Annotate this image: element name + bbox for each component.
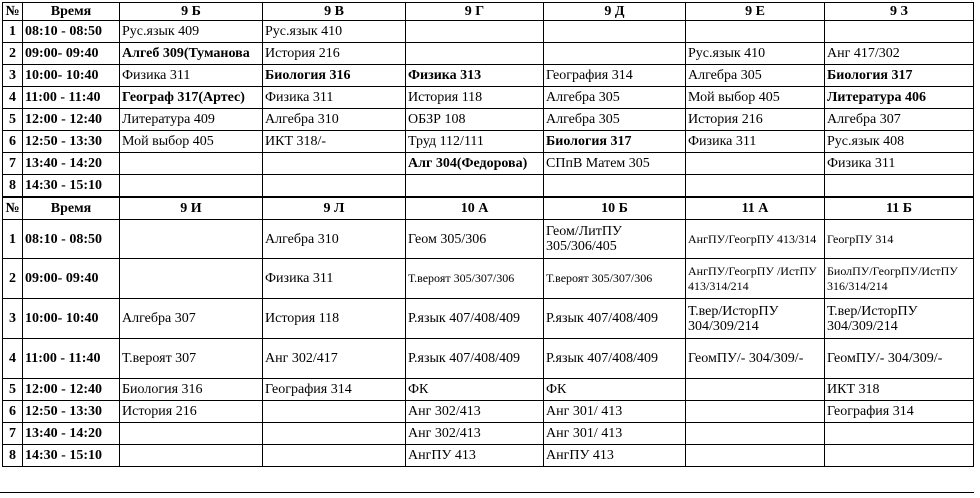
lesson-cell: Геом/ЛитПУ 305/306/405 [544,220,686,259]
header-row-2 [3,197,974,220]
class-header: 10 А [406,197,544,220]
lesson-cell [686,175,825,198]
lesson-time: 09:00- 09:40 [23,259,120,299]
header-row-1 [3,3,974,21]
lesson-cell: Анг 302/413 [406,401,544,423]
lesson-time: 09:00- 09:40 [23,43,120,65]
lesson-row [3,220,974,259]
lesson-cell: БиолПУ/ГеогрПУ/ИстПУ 316/314/214 [825,259,974,299]
lesson-number: 4 [3,339,23,379]
class-header: 9 Г [406,3,544,21]
header-num: № [3,3,23,21]
lesson-number: 8 [3,445,23,467]
lesson-cell: ГеомПУ/- 304/309/- [825,339,974,379]
lesson-cell [263,175,406,198]
lesson-cell: Литература 406 [825,87,974,109]
lesson-cell: ИКТ 318 [825,379,974,401]
lesson-cell [263,401,406,423]
lesson-cell: Физика 311 [263,259,406,299]
lesson-cell [120,175,263,198]
lesson-cell [120,259,263,299]
lesson-time: 10:00- 10:40 [23,299,120,339]
lesson-cell: ГеогрПУ 314 [825,220,974,259]
lesson-cell [544,21,686,43]
class-header: 9 В [263,3,406,21]
lesson-cell: АнгПУ/ГеогрПУ /ИстПУ 413/314/214 [686,259,825,299]
lesson-time: 14:30 - 15:10 [23,175,120,198]
lesson-row [3,339,974,379]
lesson-cell: Анг 302/413 [406,423,544,445]
lesson-cell: ГеомПУ/- 304/309/- [686,339,825,379]
lesson-number: 5 [3,379,23,401]
header-num: № [3,197,23,220]
lesson-row [3,259,974,299]
lesson-cell [120,153,263,175]
lesson-row [3,175,974,198]
lesson-cell: Р.язык 407/408/409 [406,299,544,339]
lesson-cell [686,21,825,43]
lesson-row [3,43,974,65]
lesson-cell: ФК [544,379,686,401]
lesson-cell: География 314 [263,379,406,401]
block2 [3,197,974,467]
header-time: Время [23,3,120,21]
lesson-row [3,299,974,339]
lesson-time: 08:10 - 08:50 [23,220,120,259]
lesson-cell: Анг 301/ 413 [544,401,686,423]
class-header: 11 Б [825,197,974,220]
lesson-cell: Т.вер/ИсторПУ 304/309/214 [686,299,825,339]
lesson-cell: ОБЗР 108 [406,109,544,131]
lesson-time: 12:00 - 12:40 [23,109,120,131]
lesson-number: 7 [3,423,23,445]
lesson-number: 2 [3,43,23,65]
lesson-cell: География 314 [544,65,686,87]
lesson-cell: Алгебра 307 [825,109,974,131]
lesson-cell: Анг 417/302 [825,43,974,65]
lesson-cell: История 118 [406,87,544,109]
lesson-cell: Географ 317(Артес) [120,87,263,109]
lesson-cell [686,445,825,467]
lesson-cell [120,445,263,467]
lesson-cell: Мой выбор 405 [686,87,825,109]
lesson-number: 2 [3,259,23,299]
lesson-cell: Р.язык 407/408/409 [406,339,544,379]
lesson-cell: Физика 313 [406,65,544,87]
lesson-row [3,21,974,43]
class-header: 9 З [825,3,974,21]
lesson-time: 13:40 - 14:20 [23,153,120,175]
lesson-cell: Р.язык 407/408/409 [544,299,686,339]
lesson-row [3,65,974,87]
lesson-cell [406,21,544,43]
lesson-cell: Алгеб 309(Туманова [120,43,263,65]
lesson-cell [686,379,825,401]
lesson-cell: Т.вероят 305/307/306 [406,259,544,299]
lesson-cell: Алгебра 307 [120,299,263,339]
lesson-cell: Рус.язык 410 [263,21,406,43]
lesson-cell [686,401,825,423]
lesson-cell [263,445,406,467]
lesson-cell: АнгПУ 413 [544,445,686,467]
lesson-time: 10:00- 10:40 [23,65,120,87]
lesson-cell: ИКТ 318/- [263,131,406,153]
lesson-cell: Анг 301/ 413 [544,423,686,445]
lesson-row [3,153,974,175]
header-time: Время [23,197,120,220]
class-header: 11 А [686,197,825,220]
lesson-time: 11:00 - 11:40 [23,339,120,379]
lesson-cell: Литература 409 [120,109,263,131]
lesson-time: 08:10 - 08:50 [23,21,120,43]
lesson-cell: Рус.язык 408 [825,131,974,153]
lesson-number: 6 [3,131,23,153]
lesson-time: 14:30 - 15:10 [23,445,120,467]
lesson-number: 4 [3,87,23,109]
schedule-table [2,2,974,467]
lesson-cell [825,21,974,43]
lesson-cell: Физика 311 [825,153,974,175]
lesson-cell: Алг 304(Федорова) [406,153,544,175]
lesson-cell: АнгПУ 413 [406,445,544,467]
lesson-row [3,109,974,131]
lesson-cell: История 216 [686,109,825,131]
lesson-row [3,401,974,423]
lesson-cell [825,175,974,198]
lesson-cell [263,153,406,175]
class-header: 10 Б [544,197,686,220]
lesson-cell: Физика 311 [263,87,406,109]
lesson-cell [120,423,263,445]
lesson-cell: Рус.язык 409 [120,21,263,43]
lesson-number: 8 [3,175,23,198]
lesson-cell: Биология 317 [825,65,974,87]
lesson-number: 1 [3,21,23,43]
lesson-cell: Физика 311 [686,131,825,153]
lesson-cell: Анг 302/417 [263,339,406,379]
lesson-cell: АнгПУ/ГеогрПУ 413/314 [686,220,825,259]
lesson-row [3,131,974,153]
lesson-time: 11:00 - 11:40 [23,87,120,109]
lesson-cell: Алгебра 310 [263,220,406,259]
lesson-cell [406,175,544,198]
class-header: 9 Д [544,3,686,21]
lesson-cell: География 314 [825,401,974,423]
lesson-cell: История 216 [263,43,406,65]
lesson-cell: Биология 317 [544,131,686,153]
lesson-cell: Биология 316 [120,379,263,401]
lesson-cell: Физика 311 [120,65,263,87]
lesson-cell: Р.язык 407/408/409 [544,339,686,379]
lesson-row [3,379,974,401]
class-header: 9 И [120,197,263,220]
lesson-cell: История 118 [263,299,406,339]
lesson-row [3,445,974,467]
lesson-number: 3 [3,65,23,87]
lesson-cell: Мой выбор 405 [120,131,263,153]
lesson-cell: Т.вероят 307 [120,339,263,379]
lesson-cell [544,43,686,65]
lesson-cell [686,423,825,445]
lesson-cell [686,153,825,175]
lesson-cell: История 216 [120,401,263,423]
lesson-cell: Рус.язык 410 [686,43,825,65]
lesson-cell: Алгебра 305 [686,65,825,87]
lesson-cell [406,43,544,65]
lesson-number: 1 [3,220,23,259]
class-header: 9 Е [686,3,825,21]
lesson-number: 5 [3,109,23,131]
class-header: 9 Л [263,197,406,220]
lesson-row [3,87,974,109]
class-header: 9 Б [120,3,263,21]
lesson-number: 6 [3,401,23,423]
lesson-cell: Алгебра 305 [544,87,686,109]
lesson-cell [120,220,263,259]
lesson-cell: СПпВ Матем 305 [544,153,686,175]
lesson-cell: ФК [406,379,544,401]
page-bottom-line [0,492,974,493]
lesson-cell: Алгебра 305 [544,109,686,131]
lesson-cell [263,423,406,445]
lesson-cell: Труд 112/111 [406,131,544,153]
lesson-row [3,423,974,445]
block1 [3,3,974,198]
lesson-cell [544,175,686,198]
lesson-time: 12:50 - 13:30 [23,131,120,153]
lesson-cell: Т.вер/ИсторПУ 304/309/214 [825,299,974,339]
lesson-time: 12:00 - 12:40 [23,379,120,401]
lesson-cell: Геом 305/306 [406,220,544,259]
lesson-time: 12:50 - 13:30 [23,401,120,423]
lesson-time: 13:40 - 14:20 [23,423,120,445]
lesson-cell [825,423,974,445]
lesson-cell: Т.вероят 305/307/306 [544,259,686,299]
lesson-cell: Алгебра 310 [263,109,406,131]
lesson-number: 3 [3,299,23,339]
lesson-number: 7 [3,153,23,175]
lesson-cell [825,445,974,467]
lesson-cell: Биология 316 [263,65,406,87]
